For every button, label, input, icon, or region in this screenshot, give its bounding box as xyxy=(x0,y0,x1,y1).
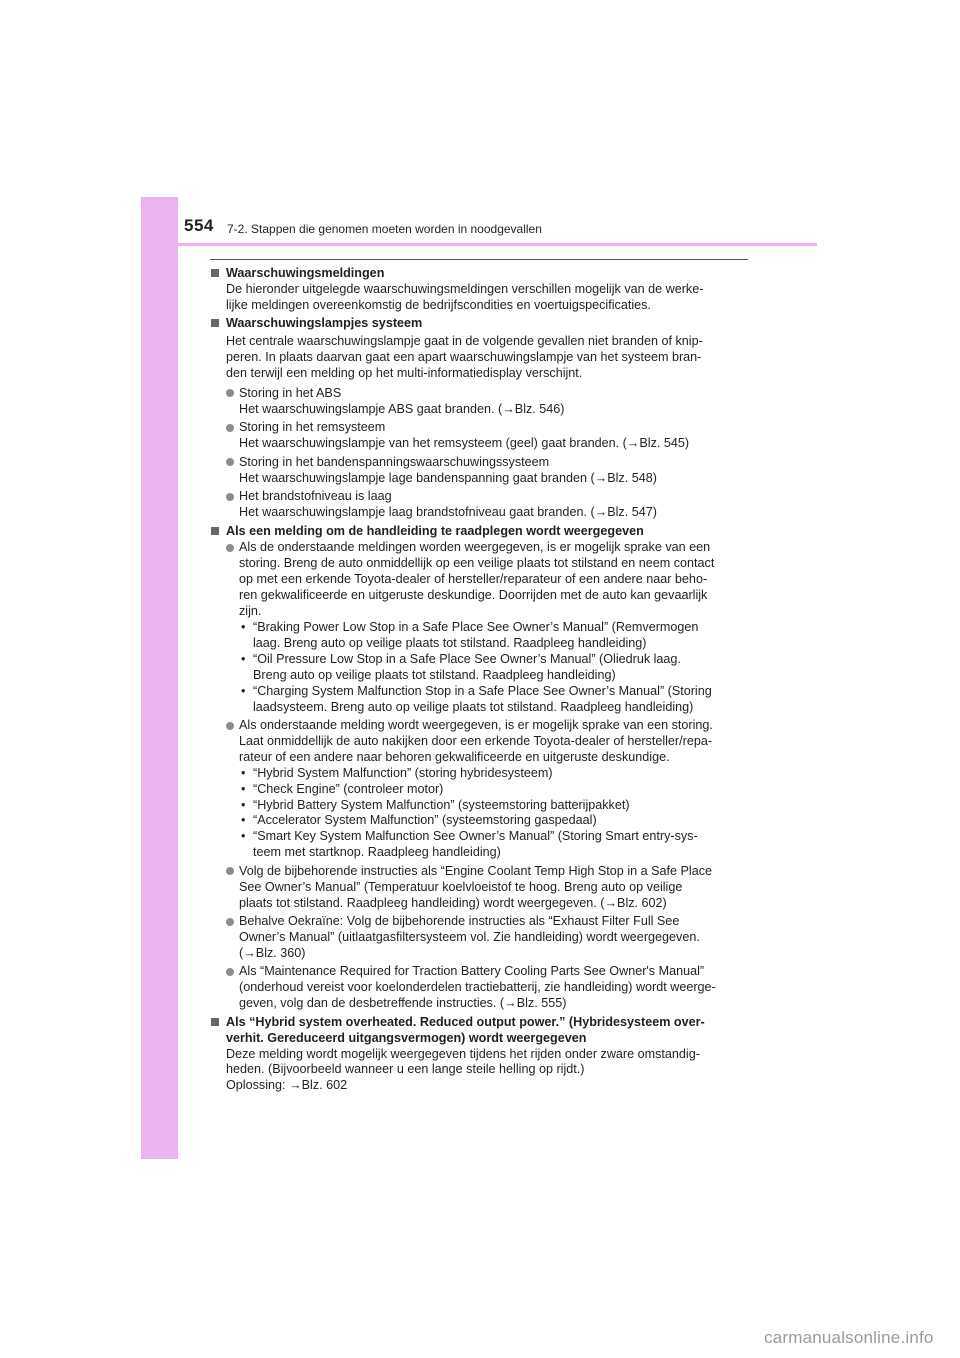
dot-bullet-icon: • xyxy=(241,620,246,634)
section-title: Als “Hybrid system overheated. Reduced output power.” (Hybridesysteem over- verhit. Gereduceerd uitgangsvermogen) wordt weergegeven xyxy=(226,1014,705,1045)
section-hybrid-overheated xyxy=(210,1015,748,1095)
dot-bullet-icon: • xyxy=(241,829,246,844)
section-warning-lights xyxy=(210,316,748,521)
chapter-tab-bar xyxy=(141,197,178,1159)
circle-bullet-icon xyxy=(226,458,234,466)
dot-bullet-icon: • xyxy=(241,683,246,698)
page-content xyxy=(210,266,748,1097)
dot-bullet-icon: • xyxy=(241,813,246,828)
sub-list-item: • “Hybrid System Malfunction” (storing hybridesysteem) xyxy=(241,765,553,780)
sub-list-item: • “Braking Power Low Stop in a Safe Place See Owner’s Manual” (Remvermogen laag. Breng auto op veilige plaats tot stilstand. Raadpleeg handleiding) xyxy=(241,620,699,650)
list-item: Storing in het remsysteem Het waarschuwingslampje van het remsysteem (geel) gaat branden. (→Blz. 545) xyxy=(226,420,748,452)
watermark: carmanualsonline.info xyxy=(764,1328,934,1347)
sub-list-item: • “Smart Key System Malfunction See Owner’s Manual” (Storing Smart entry-sys- teem met startknop. Raadpleeg handleiding) xyxy=(241,829,698,860)
circle-bullet-icon xyxy=(226,493,234,501)
sub-list-item: • “Hybrid Battery System Malfunction” (systeemstoring batterijpakket) xyxy=(241,797,630,812)
section-title: Waarschuwingslampjes systeem xyxy=(226,316,423,331)
dot-bullet-icon: • xyxy=(241,797,246,812)
dot-bullet-icon: • xyxy=(241,765,246,780)
square-bullet-icon xyxy=(211,319,219,327)
page-number: 554 xyxy=(184,216,214,235)
sub-list-item: • “Charging System Malfunction Stop in a Safe Place See Owner’s Manual” (Storing laadsysteem. Breng auto op veilige plaats tot stilstand. Raadpleeg handleiding) xyxy=(241,683,712,714)
circle-bullet-icon xyxy=(226,722,234,730)
list-item: Volg de bijbehorende instructies als “Engine Coolant Temp High Stop in a Safe Place See Owner’s Manual” (Temperatuur koelvloeistof te hoog. Breng auto op veilige plaats tot stilstand. Raadpleeg handleiding) wordt weergegeven. (→Blz. 602) xyxy=(226,864,748,912)
list-item: Behalve Oekraïne: Volg de bijbehorende instructies als “Exhaust Filter Full See Owner’s Manual” (uitlaatgasfiltersysteem vol. Zie handleiding) wordt weergegeven. (→Blz. 360) xyxy=(226,914,748,962)
content-top-rule xyxy=(210,259,748,260)
dot-bullet-icon: • xyxy=(241,651,246,666)
list-item: Het brandstofniveau is laag Het waarschuwingslampje laag brandstofniveau gaat branden. (→Blz. 547) xyxy=(226,489,748,521)
circle-bullet-icon xyxy=(226,968,234,976)
list-item: Storing in het bandenspanningswaarschuwingssysteem Het waarschuwingslampje lage bandenspanning gaat branden (→Blz. 548) xyxy=(226,455,748,487)
circle-bullet-icon xyxy=(226,867,234,875)
sub-list-item: • “Oil Pressure Low Stop in a Safe Place See Owner’s Manual” (Oliedruk laag. Breng auto op veilige plaats tot stilstand. Raadpleeg handleiding) xyxy=(241,651,681,682)
chapter-title: 7-2. Stappen die genomen moeten worden in noodgevallen xyxy=(227,222,542,236)
section-title: Als een melding om de handleiding te raadplegen wordt weergegeven xyxy=(226,523,644,538)
section-warning-messages xyxy=(210,266,748,314)
circle-bullet-icon xyxy=(226,918,234,926)
dot-bullet-icon: • xyxy=(241,781,246,796)
square-bullet-icon xyxy=(211,1018,219,1026)
sub-list-item: • “Accelerator System Malfunction” (systeemstoring gaspedaal) xyxy=(241,813,597,828)
circle-bullet-icon xyxy=(226,544,234,552)
list-item: Als onderstaande melding wordt weergegeven, is er mogelijk sprake van een storing. Laat onmiddellijk de auto nakijken door een erkende Toyota-dealer of hersteller/repa- rateur of een andere naar behoren gekwalificeerde en uitgeruste deskundige. • “Hybrid System Malfunction” (storing hybridesysteem) • “Check Engine” (controleer motor) • “Hybrid Battery System Malfunction” (systeemstoring batterijpakket) • “Accelerator System Malfunction” (systeemstoring gaspedaal) • “Smart Key System Malfunction See Owner’s Manual” (Storing Smart entry-sys- teem met startknop. Raadpleeg handleiding) xyxy=(226,718,748,861)
list-item: Als “Maintenance Required for Traction Battery Cooling Parts See Owner's Manual” (onderhoud vereist voor koelonderdelen tractiebatterij, zie handleiding) wordt weerge- geven, volg dan de desbetreffende instructies. (→Blz. 555) xyxy=(226,964,748,1012)
section-consult-manual xyxy=(210,524,748,1013)
list-item: Storing in het ABS Het waarschuwingslampje ABS gaat branden. (→Blz. 546) xyxy=(226,386,748,418)
paragraph: De hieronder uitgelegde waarschuwingsmeldingen verschillen mogelijk van de werke- lijke meldingen overeenkomstig de bedrijfscondities en voertuigspecificaties. xyxy=(226,281,704,312)
list-item: Als de onderstaande meldingen worden weergegeven, is er mogelijk sprake van een storing. Breng de auto onmiddellijk op een veilige plaats tot stilstand en neem contact op met een erkende Toyota-dealer of hersteller/reparateur of een andere naar beho- ren gekwalificeerde en uitgeruste deskundige. Doorrijden met de auto kan gevaarlijk zijn. • “Braking Power Low Stop in a Safe Place See Owner’s Manual” (Remvermogen laag. Breng auto op veilige plaats tot stilstand. Raadpleeg handleiding) • “Oil Pressure Low Stop in a Safe Place See Owner’s Manual” (Oliedruk laag. Breng auto op veilige plaats tot stilstand. Raadpleeg handleiding) • “Charging System Malfunction Stop in a Safe Place See Owner’s Manual” (Storing laadsysteem. Breng auto op veilige plaats tot stilstand. Raadpleeg handleiding) xyxy=(226,540,748,715)
sub-list-item: • “Check Engine” (controleer motor) xyxy=(241,781,444,796)
square-bullet-icon xyxy=(211,527,219,535)
square-bullet-icon xyxy=(211,269,219,277)
circle-bullet-icon xyxy=(226,424,234,432)
paragraph: Deze melding wordt mogelijk weergegeven tijdens het rijden onder zware omstandig- heden. (Bijvoorbeeld wanneer u een lange steile helling op rijdt.) Oplossing: →Blz. 602 xyxy=(226,1046,700,1093)
paragraph: Het centrale waarschuwingslampje gaat in de volgende gevallen niet branden of knip- peren. In plaats daarvan gaat een apart waarschuwingslampje van het systeem bran- den terwijl een melding op het multi-informatiedisplay verschijnt. xyxy=(226,334,703,381)
section-title: Waarschuwingsmeldingen xyxy=(226,266,385,280)
circle-bullet-icon xyxy=(226,389,234,397)
header-rule xyxy=(141,243,817,246)
